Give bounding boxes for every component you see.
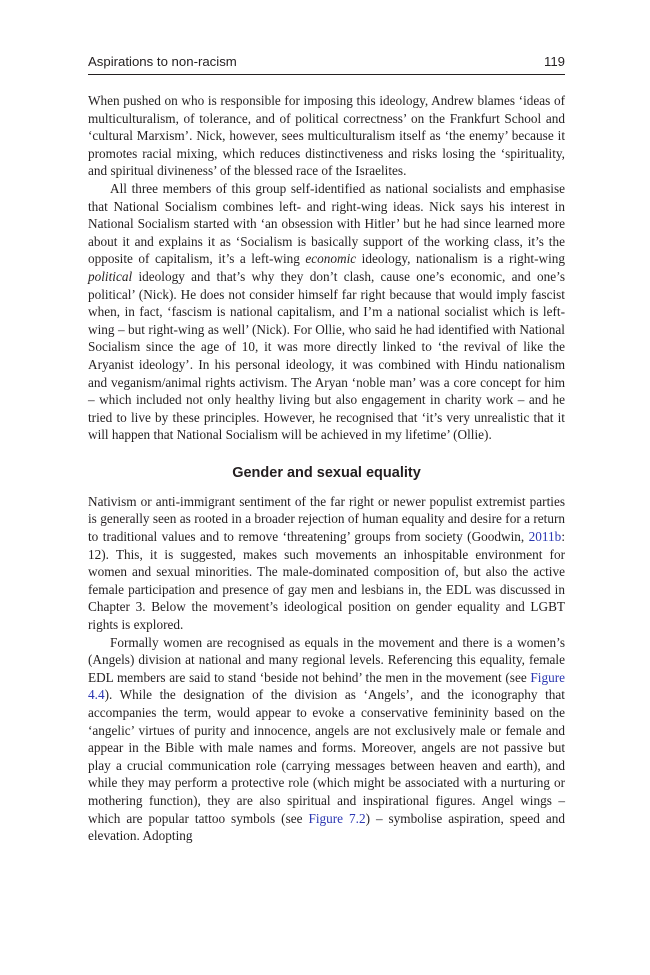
- running-title: Aspirations to non-racism: [88, 54, 237, 69]
- figure-link-7-2[interactable]: Figure 7.2: [308, 810, 366, 826]
- page-number: 119: [543, 54, 565, 69]
- paragraph: Formally women are recognised as equals in the movement and there is a women’s (Angels) division at national and many regional levels. Referencing this equality, female EDL members are said to stand ‘beside not behind’ the men in the movement (see Figure 4.4). While the designation of the division as ‘Angels’, and the iconography that accompanies the term, would appear to evoke a conservative femininity based on the ‘angelic’ virtues of purity and innocence, angels are not exclusively male or female and appear in the Bible with male names and forms. Moreover, angels are not passive but play a crucial communication role (carrying messages between heaven and earth), and while they may perform a protective role (which might be associated with a nurturing or mothering function), they are also spiritual and inspirational figures. Angel wings – which are popular tattoo symbols (see Figure 7.2) – symbolise aspiration, speed and elevation. Adopting: [88, 634, 565, 844]
- paragraph: When pushed on who is responsible for imposing this ideology, Andrew blames ‘ideas of multiculturalism, of tolerance, and of political correctness’ on the Frankfurt School and ‘cultural Marxism’. Nick, however, sees multiculturalism itself as ‘the enemy’ because it promotes racial mixing, which reduces distinctiveness and risks losing the ‘spirituality, and spiritual divineness’ of the blessed race of the Israelites.: [88, 93, 565, 179]
- paragraph: Nativism or anti-immigrant sentiment of the far right or newer populist extremist parties is generally seen as rooted in a broader rejection of human equality and desire for a return to traditional values and to remove ‘threatening’ groups from society (Goodwin, 2011b: 12). This, it is suggested, makes such movements an inhospitable environment for women and sexual minorities. The male-dominated composition of, but also the active female participation and presence of gay men and lesbians in, the EDL was discussed in Chapter 3. Below the movement’s ideological position on gender equality and LGBT rights is explored.: [88, 493, 565, 633]
- figure-link-4-4[interactable]: Figure 4.4: [88, 669, 565, 703]
- emphasis: economic: [305, 251, 357, 267]
- page-body: [88, 92, 565, 845]
- citation-link-2011b[interactable]: 2011b: [528, 529, 562, 545]
- paragraph: All three members of this group self-identified as national socialists and emphasise that National Socialism combines left- and right-wing ideas. Nick says his interest in National Socialism started with ‘an obsession with Hitler’ but he had since learned more about it and explains it as ‘Socialism is basically support of the working class, it’s the opposite of capitalism, it’s a left-wing economic ideology, nationalism is a right-wing political ideology and that’s why they don’t clash, cause one’s economic, and one’s political’ (Nick). He does not consider himself far right because that would imply fascist when, in fact, ‘fascism is national capitalism, and I’m a national socialist which is left-wing – but right-wing as well’ (Nick). For Ollie, who said he had identified with National Socialism since the age of 10, it was more directly linked to ‘the revival of like the Aryanist ideology’. In his personal ideology, it was combined with Hindu nationalism and veganism/animal rights activism. The Aryan ‘noble man’ was a core concept for him – which included not only healthy living but also engagement in charity work – and he tried to live by these principles. However, he recognised that ‘it’s very unrealistic that it will happen that National Socialism will be achieved in my lifetime’ (Ollie).: [88, 180, 565, 443]
- running-header: [88, 53, 565, 75]
- emphasis: political: [88, 268, 133, 284]
- section-heading: Gender and sexual equality: [232, 464, 421, 481]
- book-page: [88, 53, 565, 845]
